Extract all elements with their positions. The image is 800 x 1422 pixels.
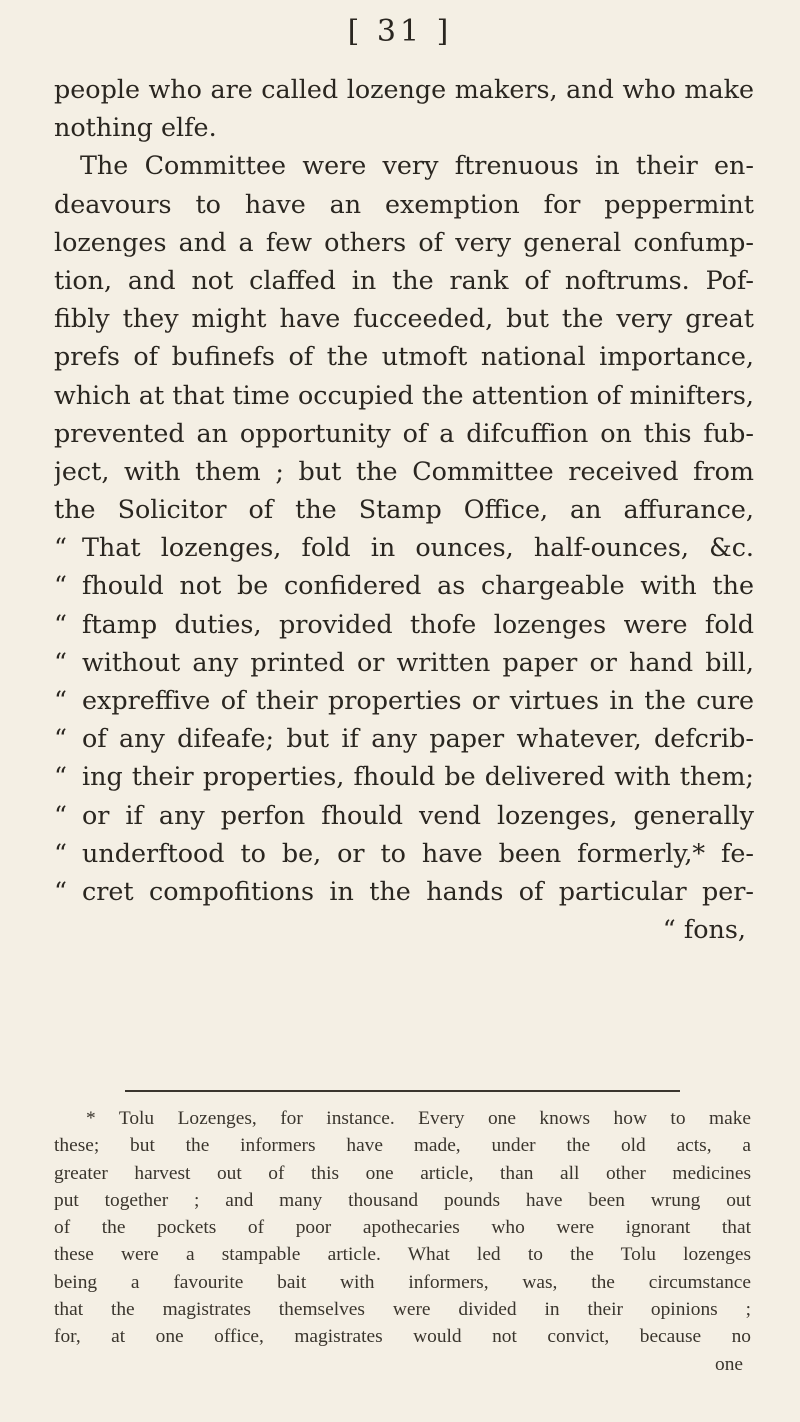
quoted-line (54, 719, 754, 757)
footnote-line: these; but the informers have made, under the old acts, a (54, 1135, 751, 1157)
text-line: which at that time occupied the attention of minifters, (54, 379, 754, 410)
text-line: prefs of bufinefs of the utmoft national importance, (54, 341, 754, 372)
quote-mark: “ (54, 761, 67, 792)
quote-mark: “ (54, 608, 67, 639)
quote-mark: “ (54, 646, 67, 677)
main-text (54, 70, 754, 948)
quoted-line (54, 528, 754, 566)
text-line: without any printed or written paper or hand bill, (82, 646, 754, 677)
page-number: [ 31 ] (347, 14, 453, 49)
quoted-line (54, 643, 754, 681)
quoted-line (54, 757, 754, 795)
quoted-line (54, 796, 754, 834)
text-line: fibly they might have fucceeded, but the very great (54, 303, 754, 334)
quoted-line (54, 834, 754, 872)
quote-mark: “ (54, 799, 67, 830)
quote-mark: “ (54, 837, 67, 868)
text-line: or if any perfon fhould vend lozenges, generally (82, 799, 754, 830)
footnote-line: for, at one office, magistrates would not convict, because no (54, 1326, 751, 1348)
footnote (54, 1105, 751, 1378)
text-line: ing their properties, fhould be delivered with them; (82, 761, 754, 792)
footnote-divider (125, 1090, 680, 1092)
quoted-line (54, 681, 754, 719)
text-line: lozenges and a few others of very general confump- (54, 226, 754, 257)
text-line: prevented an opportunity of a difcuffion on this fub- (54, 417, 754, 448)
text-line: The Committee were very ftrenuous in their en- (80, 150, 754, 181)
quote-mark: “ (54, 875, 67, 906)
quote-mark: “ (54, 570, 67, 601)
quoted-line (54, 605, 754, 643)
footnote-line: that the magistrates themselves were divided in their opinions ; (54, 1299, 751, 1321)
footnote-line: of the pockets of poor apothecaries who were ignorant that (54, 1217, 751, 1239)
quote-mark: “ (54, 685, 67, 715)
text-line: deavours to have an exemption for peppermint (54, 188, 754, 219)
footnote-catchword: one (715, 1353, 743, 1375)
text-line: ftamp duties, provided thofe lozenges were fold (82, 608, 754, 639)
footnote-line: * Tolu Lozenges, for instance. Every one knows how to make (86, 1108, 751, 1129)
text-line: nothing elfe. (54, 112, 217, 143)
text-line: underftood to be, or to have been formerly,* fe- (82, 837, 754, 868)
quoted-line (54, 566, 754, 604)
catchword: “ fons, (662, 914, 746, 945)
text-line: ject, with them ; but the Committee received from (54, 455, 754, 486)
text-line: fhould not be confidered as chargeable with the (82, 570, 754, 601)
text-line: cret compofitions in the hands of particular per- (82, 875, 754, 906)
text-line: people who are called lozenge makers, and who make (54, 74, 754, 104)
quote-mark: “ (54, 723, 67, 754)
text-line: That lozenges, fold in ounces, half-ounces, &c. (82, 532, 754, 563)
footnote-line: being a favourite bait with informers, was, the circumstance (54, 1271, 751, 1293)
footnote-line: greater harvest out of this one article, than all other medicines (54, 1162, 751, 1184)
text-line: expreffive of their properties or virtues in the cure (82, 685, 754, 715)
text-line: the Solicitor of the Stamp Office, an affurance, (54, 494, 754, 525)
text-line: of any difeafe; but if any paper whatever, defcrib- (82, 723, 754, 754)
footnote-line: these were a stampable article. What led to the Tolu lozenges (54, 1244, 751, 1266)
footnote-line: put together ; and many thousand pounds have been wrung out (54, 1189, 751, 1211)
text-line: tion, and not claffed in the rank of noftrums. Pof- (54, 264, 754, 295)
quote-mark: “ (54, 532, 67, 563)
quoted-line (54, 872, 754, 910)
